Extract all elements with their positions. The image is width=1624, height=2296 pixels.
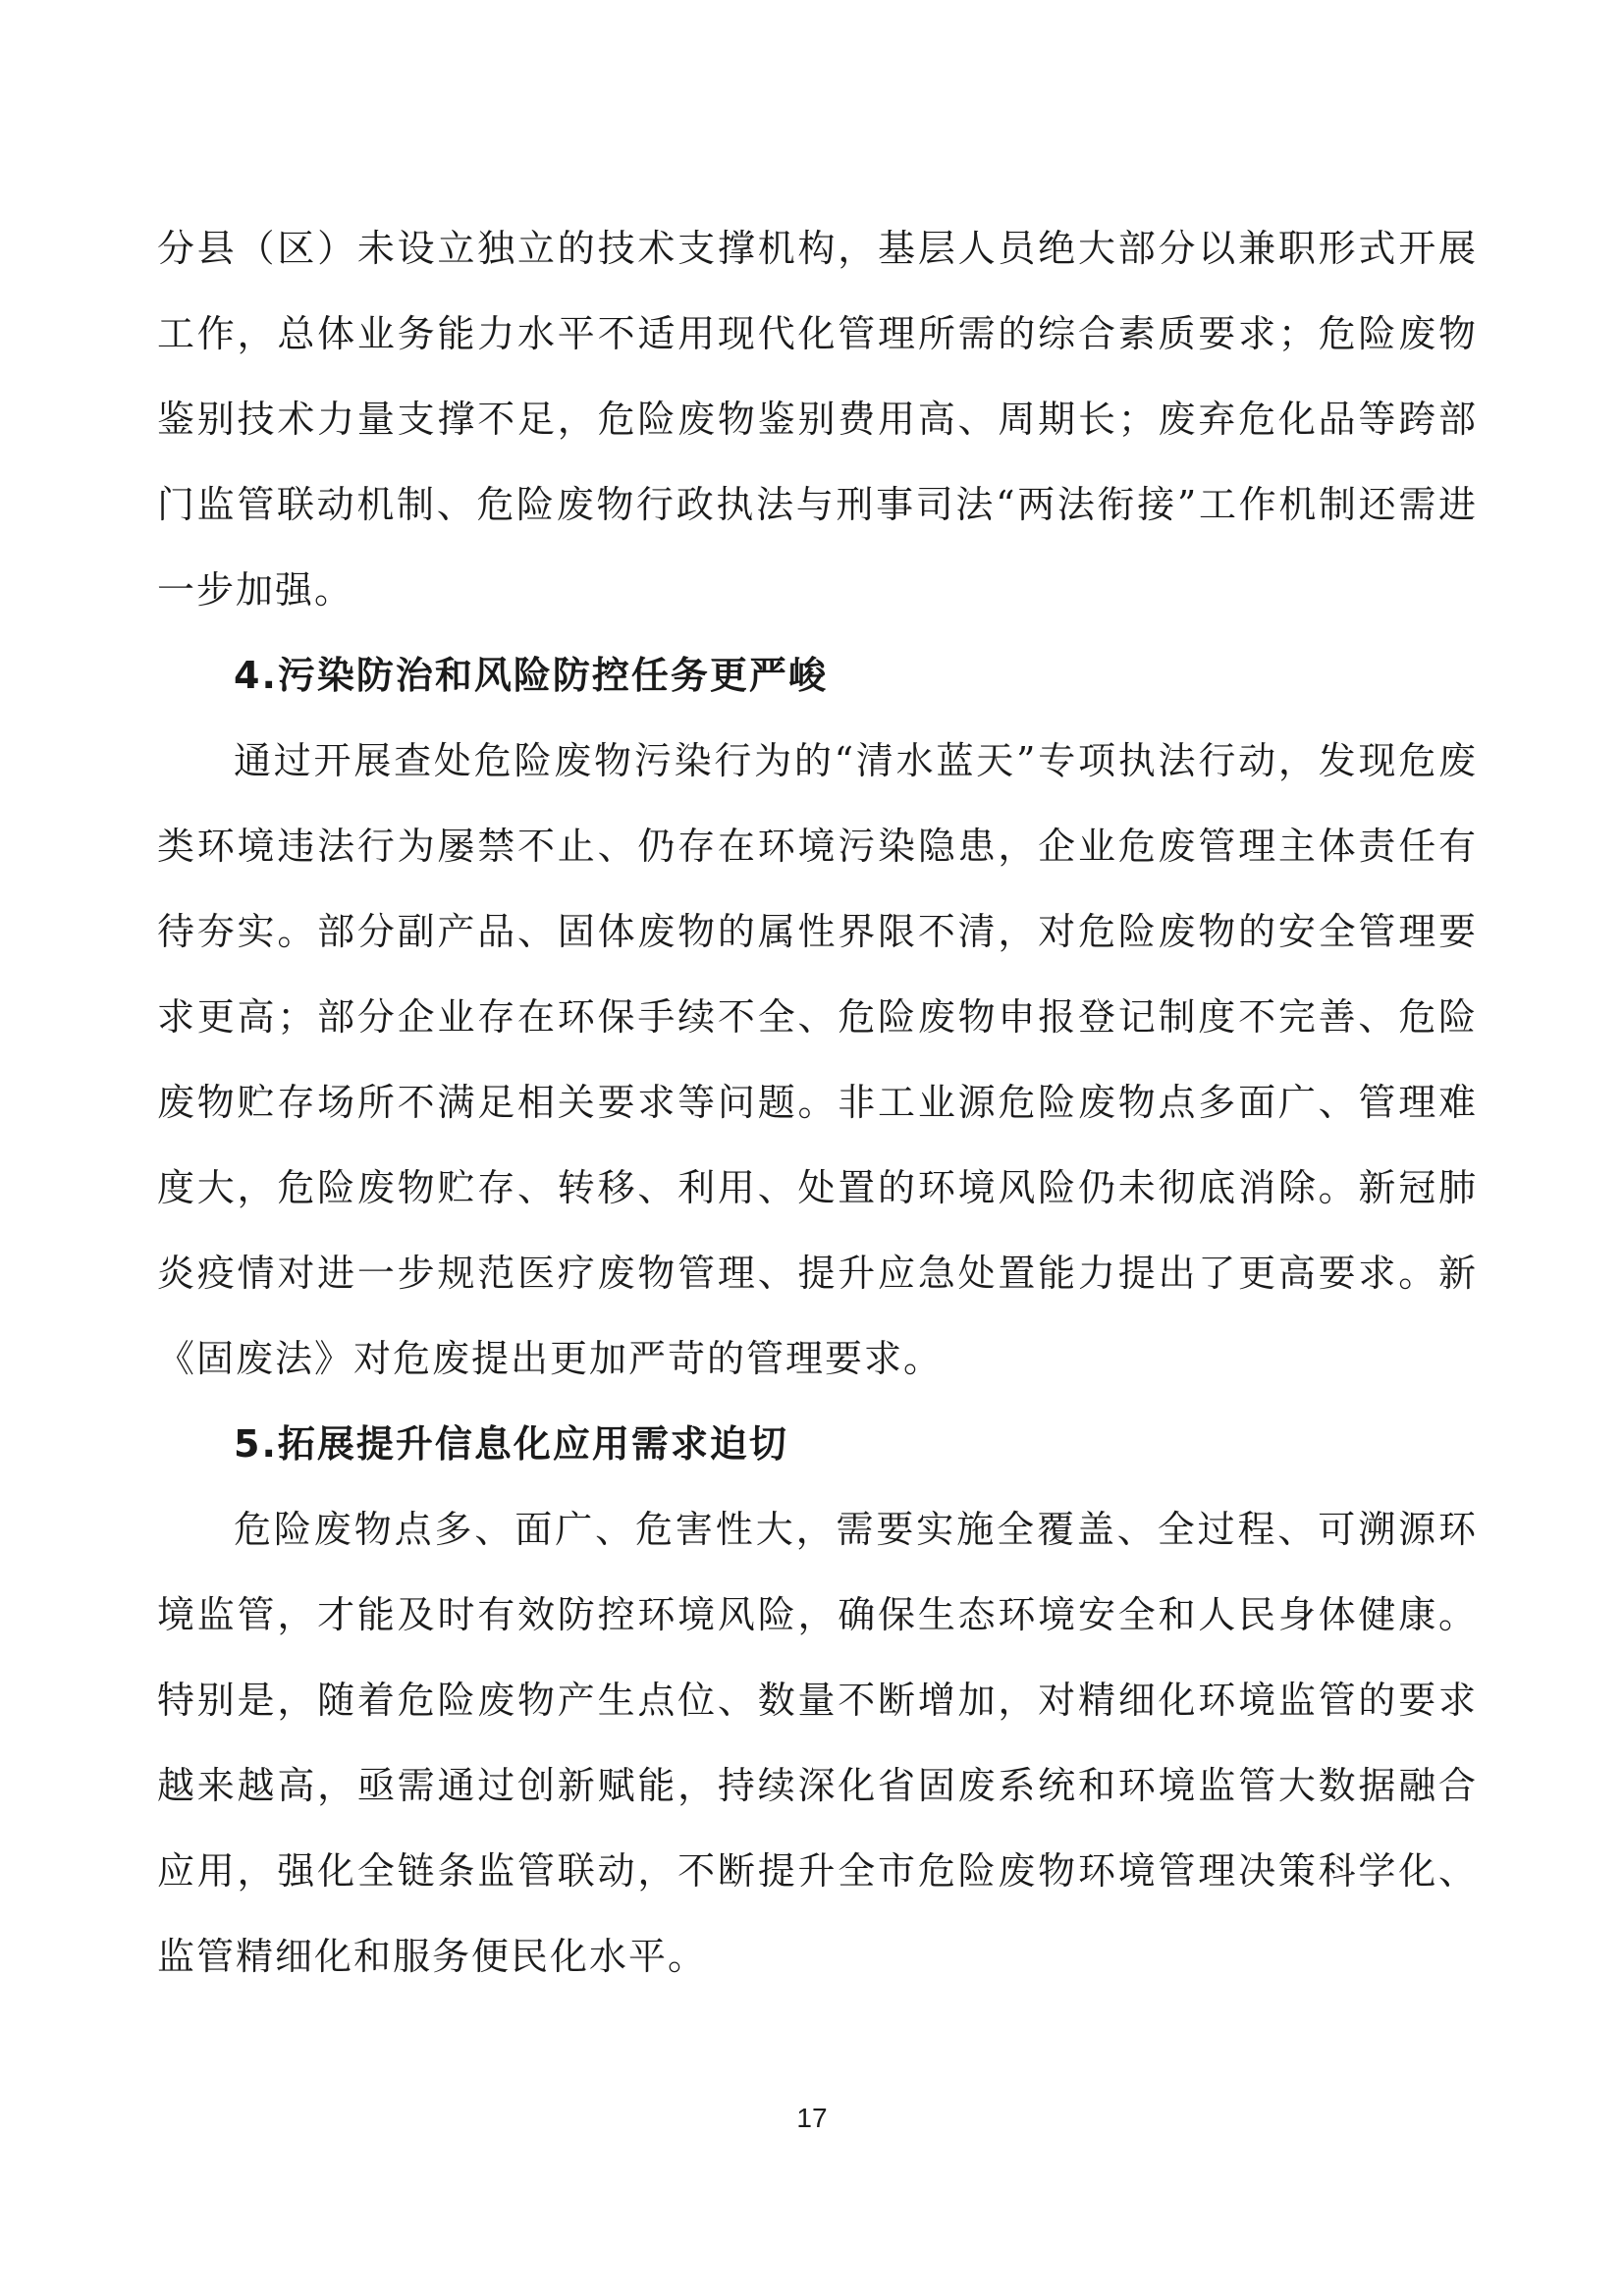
page-body	[157, 206, 1478, 2000]
section-4-heading: 4.污染防治和风险防控任务更严峻	[234, 654, 828, 697]
continuation-paragraph: 分县（区）未设立独立的技术支撑机构，基层人员绝大部分以兼职形式开展工作，总体业务能力水平不适用现代化管理所需的综合素质要求；危险废物鉴别技术力量支撑不足，危险废物鉴别费用高、周期长；废弃危化品等跨部门监管联动机制、危险废物行政执法与刑事司法“两法衔接”工作机制还需进一步加强。	[157, 227, 1478, 612]
section-5-paragraph: 危险废物点多、面广、危害性大，需要实施全覆盖、全过程、可溯源环境监管，才能及时有效防控环境风险，确保生态环境安全和人民身体健康。特别是，随着危险废物产生点位、数量不断增加，对精细化环境监管的要求越来越高，亟需通过创新赋能，持续深化省固废系统和环境监管大数据融合应用，强化全链条监管联动，不断提升全市危险废物环境管理决策科学化、监管精细化和服务便民化水平。	[157, 1508, 1478, 1978]
section-4-paragraph: 通过开展查处危险废物污染行为的“清水蓝天”专项执法行动，发现危废类环境违法行为屡禁不止、仍存在环境污染隐患，企业危废管理主体责任有待夯实。部分副产品、固体废物的属性界限不清，对危险废物的安全管理要求更高；部分企业存在环保手续不全、危险废物申报登记制度不完善、危险废物贮存场所不满足相关要求等问题。非工业源危险废物点多面广、管理难度大，危险废物贮存、转移、利用、处置的环境风险仍未彻底消除。新冠肺炎疫情对进一步规范医疗废物管理、提升应急处置能力提出了更高要求。新《固废法》对危废提出更加严苛的管理要求。	[157, 739, 1478, 1380]
section-5-heading: 5.拓展提升信息化应用需求迫切	[234, 1422, 788, 1466]
page-number: 17	[796, 2103, 828, 2133]
